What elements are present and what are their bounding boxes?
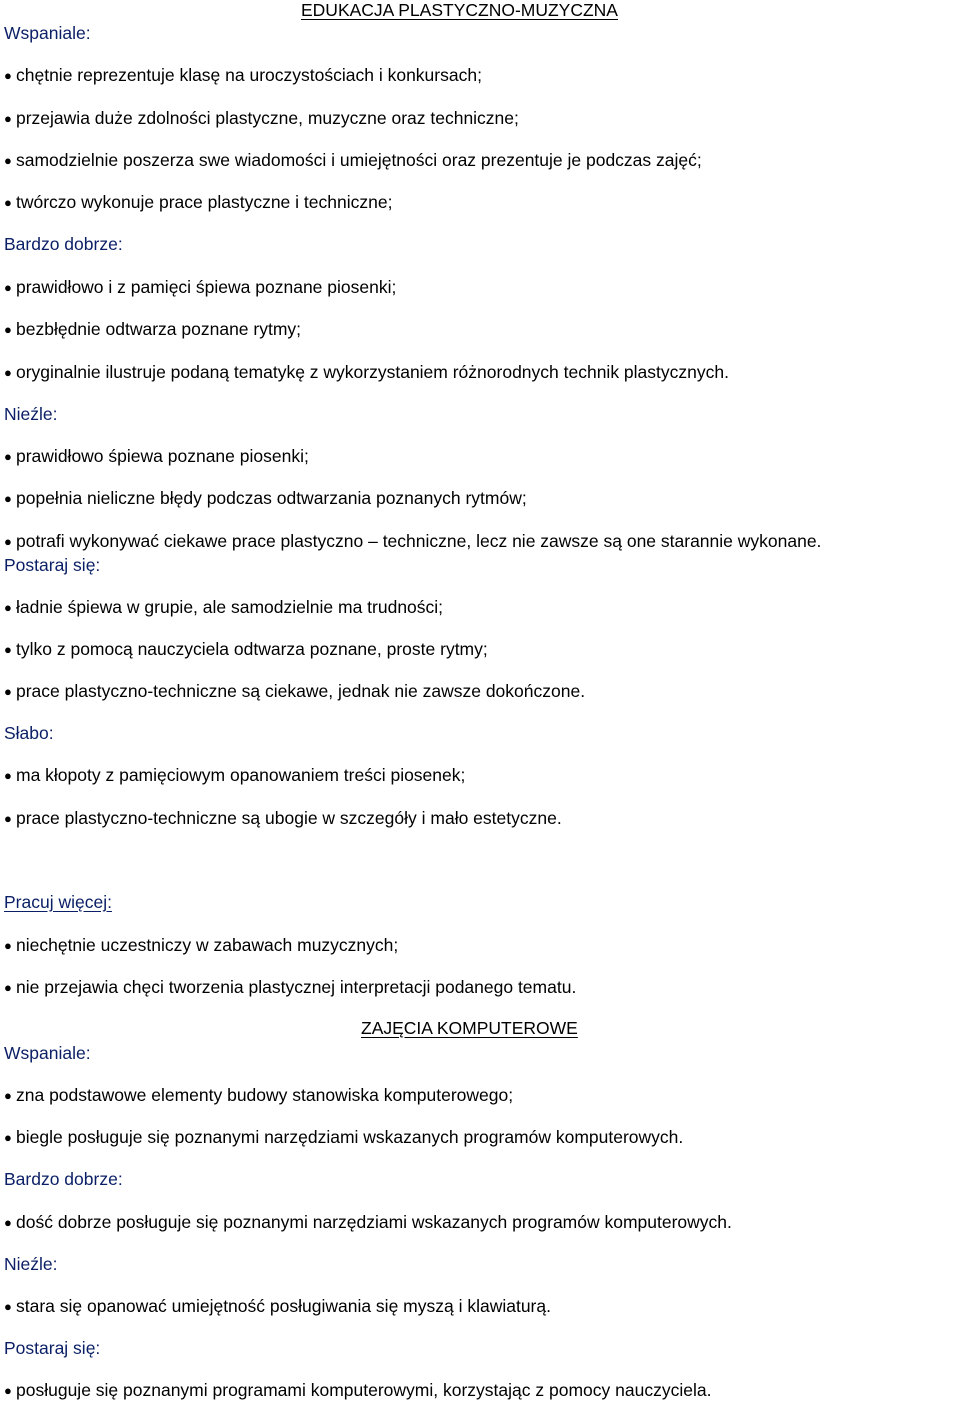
- grade-heading-bardzo-dobrze: Bardzo dobrze:: [4, 1169, 123, 1189]
- grade-heading-postaraj-sie: Postaraj się:: [4, 555, 101, 575]
- bullet-icon: ●: [4, 1130, 12, 1145]
- bullet-icon: ●: [4, 938, 12, 953]
- list-item: ● twórczo wykonuje prace plastyczne i techniczne;: [4, 192, 393, 212]
- bullet-icon: ●: [4, 642, 12, 657]
- bullet-icon: ●: [4, 811, 12, 826]
- list-item: ● prawidłowo śpiewa poznane piosenki;: [4, 446, 309, 466]
- bullet-icon: ●: [4, 365, 12, 380]
- grade-heading-slabo: Słabo:: [4, 723, 54, 743]
- bullet-icon: ●: [4, 111, 12, 126]
- list-item: ● potrafi wykonywać ciekawe prace plastyczno – techniczne, lecz nie zawsze są one starannie wykonane.: [4, 531, 822, 551]
- list-item: ● prace plastyczno-techniczne są ciekawe, jednak nie zawsze dokończone.: [4, 681, 586, 701]
- bullet-icon: ●: [4, 1088, 12, 1103]
- list-item: ● ładnie śpiewa w grupie, ale samodzielnie ma trudności;: [4, 597, 444, 617]
- list-item: ● tylko z pomocą nauczyciela odtwarza poznane, proste rytmy;: [4, 639, 488, 659]
- list-item: ● zna podstawowe elementy budowy stanowiska komputerowego;: [4, 1085, 514, 1105]
- section-title-computer: ZAJĘCIA KOMPUTEROWE: [361, 1018, 578, 1038]
- list-item: ● popełnia nieliczne błędy podczas odtwarzania poznanych rytmów;: [4, 488, 527, 508]
- list-item: ● samodzielnie poszerza swe wiadomości i umiejętności oraz prezentuje je podczas zajęć;: [4, 150, 702, 170]
- list-item: ● chętnie reprezentuje klasę na uroczystościach i konkursach;: [4, 65, 482, 85]
- bullet-icon: ●: [4, 153, 12, 168]
- bullet-icon: ●: [4, 68, 12, 83]
- list-item: ● oryginalnie ilustruje podaną tematykę z wykorzystaniem różnorodnych technik plastycznych.: [4, 362, 729, 382]
- bullet-icon: ●: [4, 280, 12, 295]
- bullet-icon: ●: [4, 600, 12, 615]
- list-item: ● przejawia duże zdolności plastyczne, muzyczne oraz techniczne;: [4, 108, 519, 128]
- list-item: ● prawidłowo i z pamięci śpiewa poznane piosenki;: [4, 277, 397, 297]
- section-title-art-music: EDUKACJA PLASTYCZNO-MUZYCZNA: [301, 0, 618, 20]
- list-item: ● ma kłopoty z pamięciowym opanowaniem treści piosenek;: [4, 765, 466, 785]
- list-item: ● stara się opanować umiejętność posługiwania się myszą i klawiaturą.: [4, 1296, 551, 1316]
- grade-heading-bardzo-dobrze: Bardzo dobrze:: [4, 234, 123, 254]
- bullet-icon: ●: [4, 195, 12, 210]
- list-item: ● prace plastyczno-techniczne są ubogie w szczegóły i mało estetyczne.: [4, 808, 562, 828]
- list-item: ● niechętnie uczestniczy w zabawach muzycznych;: [4, 935, 399, 955]
- bullet-icon: ●: [4, 491, 12, 506]
- bullet-icon: ●: [4, 1383, 12, 1398]
- bullet-icon: ●: [4, 534, 12, 549]
- list-item: ● posługuje się poznanymi programami komputerowymi, korzystając z pomocy nauczyciela.: [4, 1380, 712, 1400]
- grade-heading-niezle: Nieźle:: [4, 1254, 58, 1274]
- list-item: ● nie przejawia chęci tworzenia plastycznej interpretacji podanego tematu.: [4, 977, 577, 997]
- list-item: ● dość dobrze posługuje się poznanymi narzędziami wskazanych programów komputerowych.: [4, 1212, 732, 1232]
- bullet-icon: ●: [4, 1299, 12, 1314]
- bullet-icon: ●: [4, 449, 12, 464]
- list-item: ● biegle posługuje się poznanymi narzędziami wskazanych programów komputerowych.: [4, 1127, 684, 1147]
- bullet-icon: ●: [4, 768, 12, 783]
- bullet-icon: ●: [4, 1215, 12, 1230]
- grade-heading-wspaniale: Wspaniale:: [4, 23, 91, 43]
- grade-heading-niezle: Nieźle:: [4, 404, 58, 424]
- list-item: ● bezbłędnie odtwarza poznane rytmy;: [4, 319, 302, 339]
- bullet-icon: ●: [4, 684, 12, 699]
- grade-heading-postaraj-sie: Postaraj się:: [4, 1338, 101, 1358]
- grade-heading-pracuj-wiecej: Pracuj więcej:: [4, 892, 112, 912]
- grade-heading-wspaniale: Wspaniale:: [4, 1043, 91, 1063]
- bullet-icon: ●: [4, 322, 12, 337]
- bullet-icon: ●: [4, 980, 12, 995]
